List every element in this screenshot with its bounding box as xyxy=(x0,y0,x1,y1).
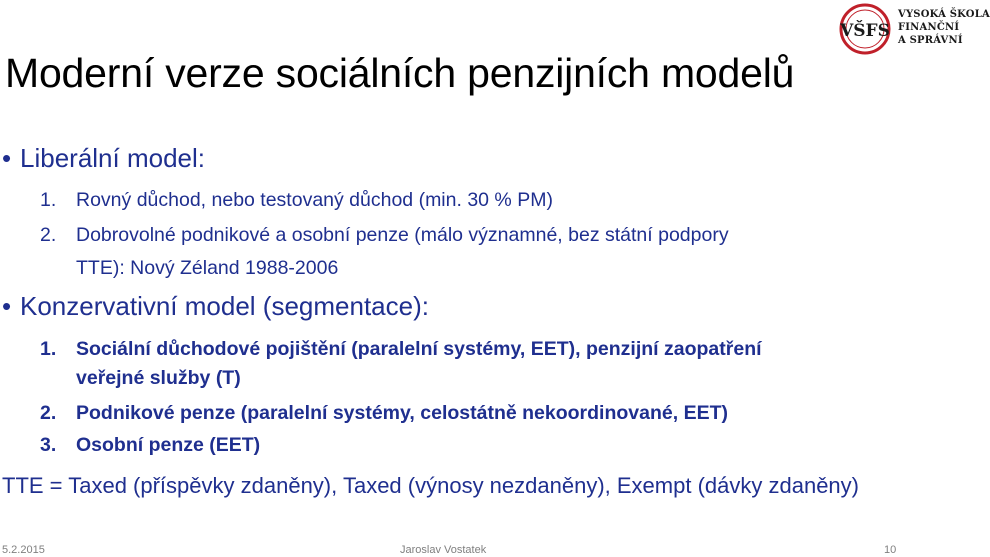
logo-line-1: VYSOKÁ ŠKOLA xyxy=(898,9,990,20)
bullet-conservative-model xyxy=(2,291,429,321)
footer-author: Jaroslav Vostatek xyxy=(400,544,487,556)
list-item-continuation: TTE): Nový Zéland 1988-2006 xyxy=(76,257,339,279)
list-item-number: 2. xyxy=(40,224,57,246)
logo-school-name xyxy=(898,8,990,47)
school-logo xyxy=(838,2,990,56)
list-item xyxy=(40,400,728,426)
list-item xyxy=(40,336,762,362)
list-item-text: Rovný důchod, nebo testovaný důchod (min. 30 % PM) xyxy=(76,189,553,211)
list-item-number: 2. xyxy=(40,402,57,424)
list-item-number: 1. xyxy=(40,189,57,211)
footer-page-number: 10 xyxy=(884,544,897,556)
bullet-marker: • xyxy=(2,143,12,173)
list-item-text: Osobní penze (EET) xyxy=(76,434,261,456)
list-item-text: Sociální důchodové pojištění (paralelní systémy, EET), penzijní zaopatření xyxy=(76,338,762,360)
tte-note: TTE = Taxed (příspěvky zdaněny), Taxed (výnosy nezdaněny), Exempt (dávky zdaněny) xyxy=(2,473,859,498)
list-item-number: 3. xyxy=(40,434,57,456)
list-item-text: Dobrovolné podnikové a osobní penze (málo významné, bez státní podpory xyxy=(76,224,729,246)
vsfs-logo-icon xyxy=(838,2,894,56)
bullet-liberal-model xyxy=(2,143,205,173)
logo-mark-text: VŠFS xyxy=(840,21,890,41)
list-item-text: Podnikové penze (paralelní systémy, celostátně nekoordinované, EET) xyxy=(76,402,728,424)
list-item xyxy=(40,222,729,248)
list-item xyxy=(40,187,553,213)
bullet-marker: • xyxy=(2,291,12,321)
logo-line-3: A SPRÁVNÍ xyxy=(898,35,963,46)
list-item xyxy=(40,432,260,458)
slide-title: Moderní verze sociálních penzijních modelů xyxy=(5,50,795,96)
list-item-continuation: veřejné služby (T) xyxy=(76,367,241,389)
bullet-text: Konzervativní model (segmentace): xyxy=(20,291,429,321)
footer-date: 5.2.2015 xyxy=(2,544,45,556)
logo-line-2: FINANČNÍ xyxy=(898,22,960,33)
list-item-number: 1. xyxy=(40,338,57,360)
bullet-text: Liberální model: xyxy=(20,143,205,173)
